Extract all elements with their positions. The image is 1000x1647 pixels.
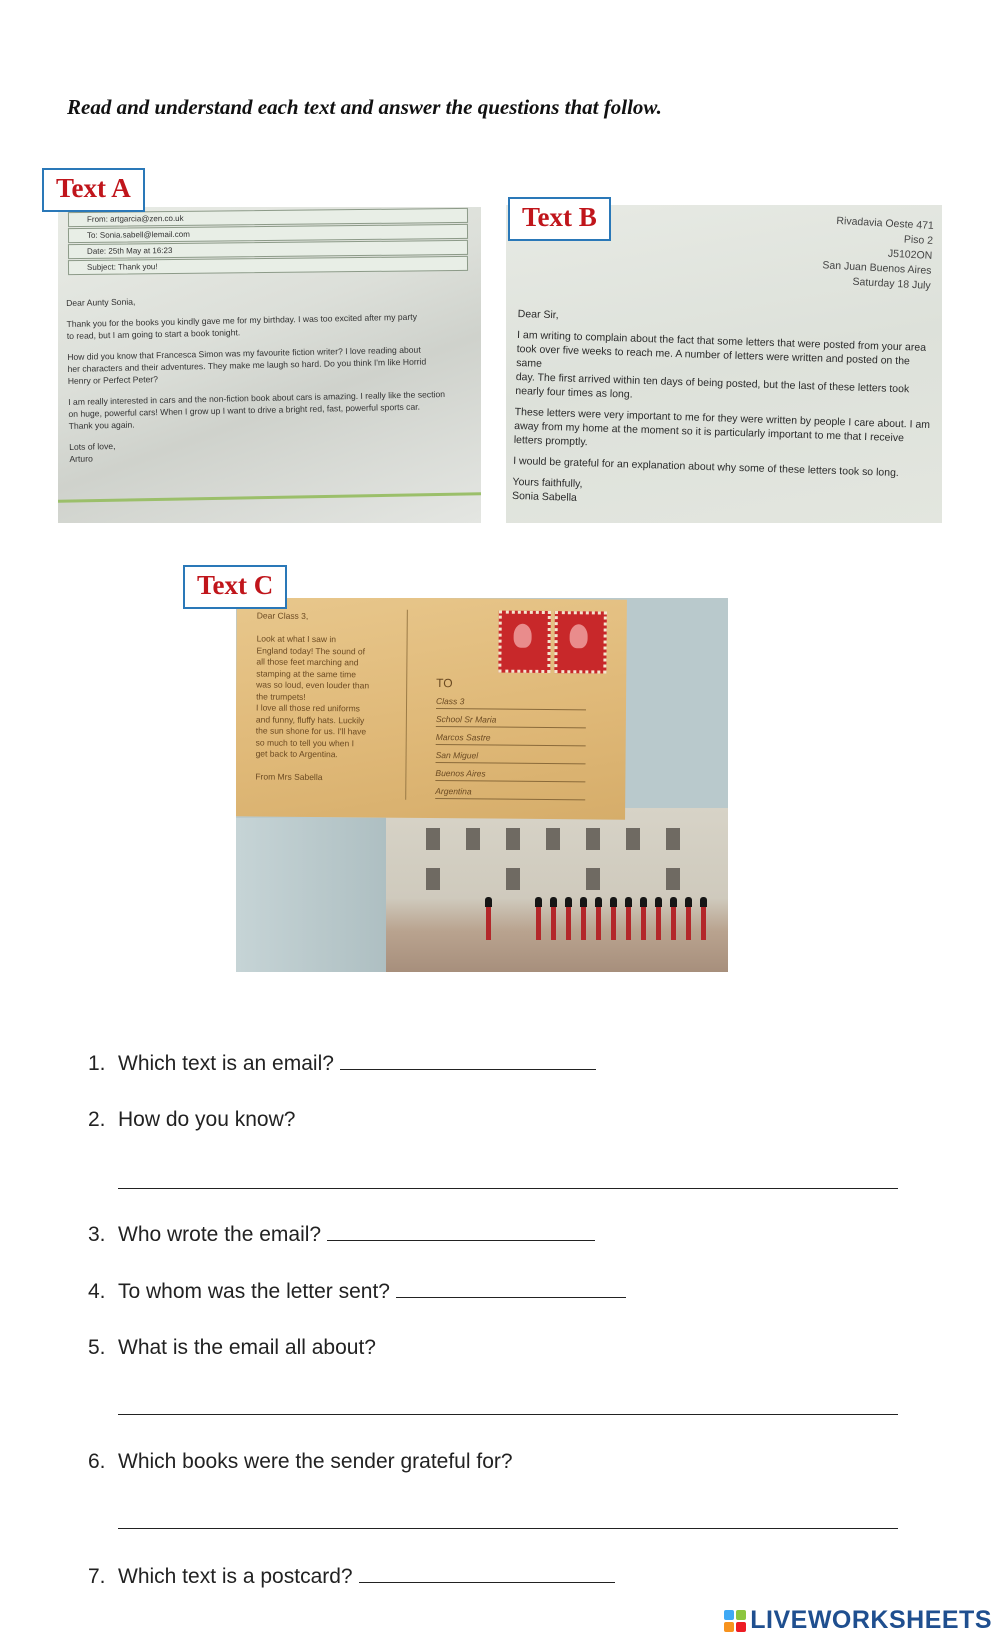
letter-paragraph: I am writing to complain about the fact that some letters that were posted from your area took over five weeks to reach me. A number of letters were written and posted on the same day. The first arrived within ten days of being posted, but the last of these letters took nearly four times as long. <box>515 328 927 401</box>
letter-body <box>512 307 936 523</box>
address-line: San Juan Buenos Aires <box>821 259 932 277</box>
question-text: Which text is an email? <box>118 1052 334 1075</box>
postcard-address <box>435 694 586 803</box>
text-a-label: Text A <box>42 168 145 212</box>
question-3: 3. Who wrote the email? <box>88 1222 595 1247</box>
email-paragraph: I am really interested in cars and the non-fiction book about cars is amazing. I really like the section on huge, powerful cars! When I grow up I want to drive a bright red, fast, powerful sports car. Thank you again. <box>68 389 446 431</box>
question-6: 6. Which books were the sender grateful for? <box>88 1450 513 1473</box>
letter-address <box>821 213 934 294</box>
question-1: 1. Which text is an email? <box>88 1051 596 1076</box>
text-c-postcard-photo <box>236 598 728 972</box>
question-4: 4. To whom was the letter sent? <box>88 1279 626 1304</box>
email-subject: Subject: Thank you! <box>68 256 468 275</box>
letter-greeting: Dear Sir, <box>517 307 559 322</box>
address-line: Class 3 <box>436 694 586 710</box>
instructions: Read and understand each text and answer the questions that follow. <box>67 95 662 119</box>
email-footer-rule <box>58 492 481 502</box>
email-paragraph: Thank you for the books you kindly gave me for my birthday. I was too excited after my party to read, but I am going to start a book tonight. <box>66 311 418 341</box>
question-text: How do you know? <box>118 1108 296 1131</box>
question-text: Which books were the sender grateful for? <box>118 1450 513 1473</box>
answer-blank[interactable] <box>359 1564 615 1583</box>
address-line: Argentina <box>435 784 585 800</box>
address-line: J5102ON <box>887 247 933 262</box>
question-7: 7. Which text is a postcard? <box>88 1564 615 1589</box>
text-b-letter-photo <box>506 205 942 523</box>
letter-signoff: Yours faithfully, Sonia Sabella <box>511 475 583 504</box>
postcard <box>236 598 627 820</box>
answer-line[interactable] <box>118 1528 898 1529</box>
letter-date: Saturday 18 July <box>852 275 931 292</box>
address-line: Rivadavia Oeste 471 <box>835 214 934 232</box>
email-date: Date: 25th May at 16:23 <box>68 240 468 259</box>
email-to: To: Sonia.sabell@lemail.com <box>68 224 468 243</box>
postcard-to-label: TO <box>436 676 453 691</box>
email-paragraph: How did you know that Francesca Simon was my favourite fiction writer? I love reading about her characters and their adventures. They make me laugh so hard. Do you think I'm like Horrid Henry or Perfect Peter? <box>67 344 427 386</box>
address-line: San Miguel <box>436 748 586 764</box>
question-text: To whom was the letter sent? <box>118 1280 390 1303</box>
email-from: From: artgarcia@zen.co.uk <box>68 208 468 227</box>
text-b-label: Text B <box>508 197 611 241</box>
stamp-icon <box>498 611 551 673</box>
postcard-message: Dear Class 3, Look at what I saw in England today! The sound of all those feet marching and stamping at the same time was so loud, even louder than the trumpets! I love all those red uniforms and funny, fluffy hats. Luckily the sun shone for us. I'll have so much to tell you when I get back to Argentina. From Mrs Sabella <box>255 610 370 783</box>
palace-image <box>386 808 728 972</box>
email-header <box>68 209 468 274</box>
answer-blank[interactable] <box>340 1051 596 1070</box>
answer-line[interactable] <box>118 1188 898 1189</box>
question-text: Which text is a postcard? <box>118 1565 353 1588</box>
question-5: 5. What is the email all about? <box>88 1336 376 1359</box>
postcard-background <box>236 818 386 972</box>
question-2: 2. How do you know? <box>88 1108 296 1131</box>
email-signoff: Lots of love, Arturo <box>69 440 116 464</box>
email-body <box>66 289 475 474</box>
question-text: Who wrote the email? <box>118 1223 322 1246</box>
address-line: School Sr Maria <box>436 712 586 728</box>
answer-blank[interactable] <box>396 1279 626 1298</box>
address-line: Piso 2 <box>903 233 934 247</box>
address-line: Marcos Sastre <box>436 730 586 746</box>
answer-line[interactable] <box>118 1414 898 1415</box>
answer-blank[interactable] <box>327 1222 595 1241</box>
letter-paragraph: These letters were very important to me for they were written by people I care about. I am away from my home at the moment so it is particularly important to me that I receive letters promptly. <box>513 405 931 449</box>
postcard-divider <box>405 610 408 800</box>
logo-text: LIVEWORKSHEETS <box>750 1606 992 1634</box>
address-line: Buenos Aires <box>435 766 585 782</box>
email-greeting: Dear Aunty Sonia, <box>66 296 136 308</box>
text-c-label: Text C <box>183 565 287 609</box>
logo-icon <box>724 1610 746 1632</box>
letter-paragraph: I would be grateful for an explanation about why some of these letters took so long. <box>512 454 899 480</box>
text-a-email-photo <box>58 207 481 523</box>
stamp-icon <box>554 611 607 673</box>
question-text: What is the email all about? <box>118 1336 376 1359</box>
liveworksheets-logo[interactable] <box>724 1606 992 1635</box>
